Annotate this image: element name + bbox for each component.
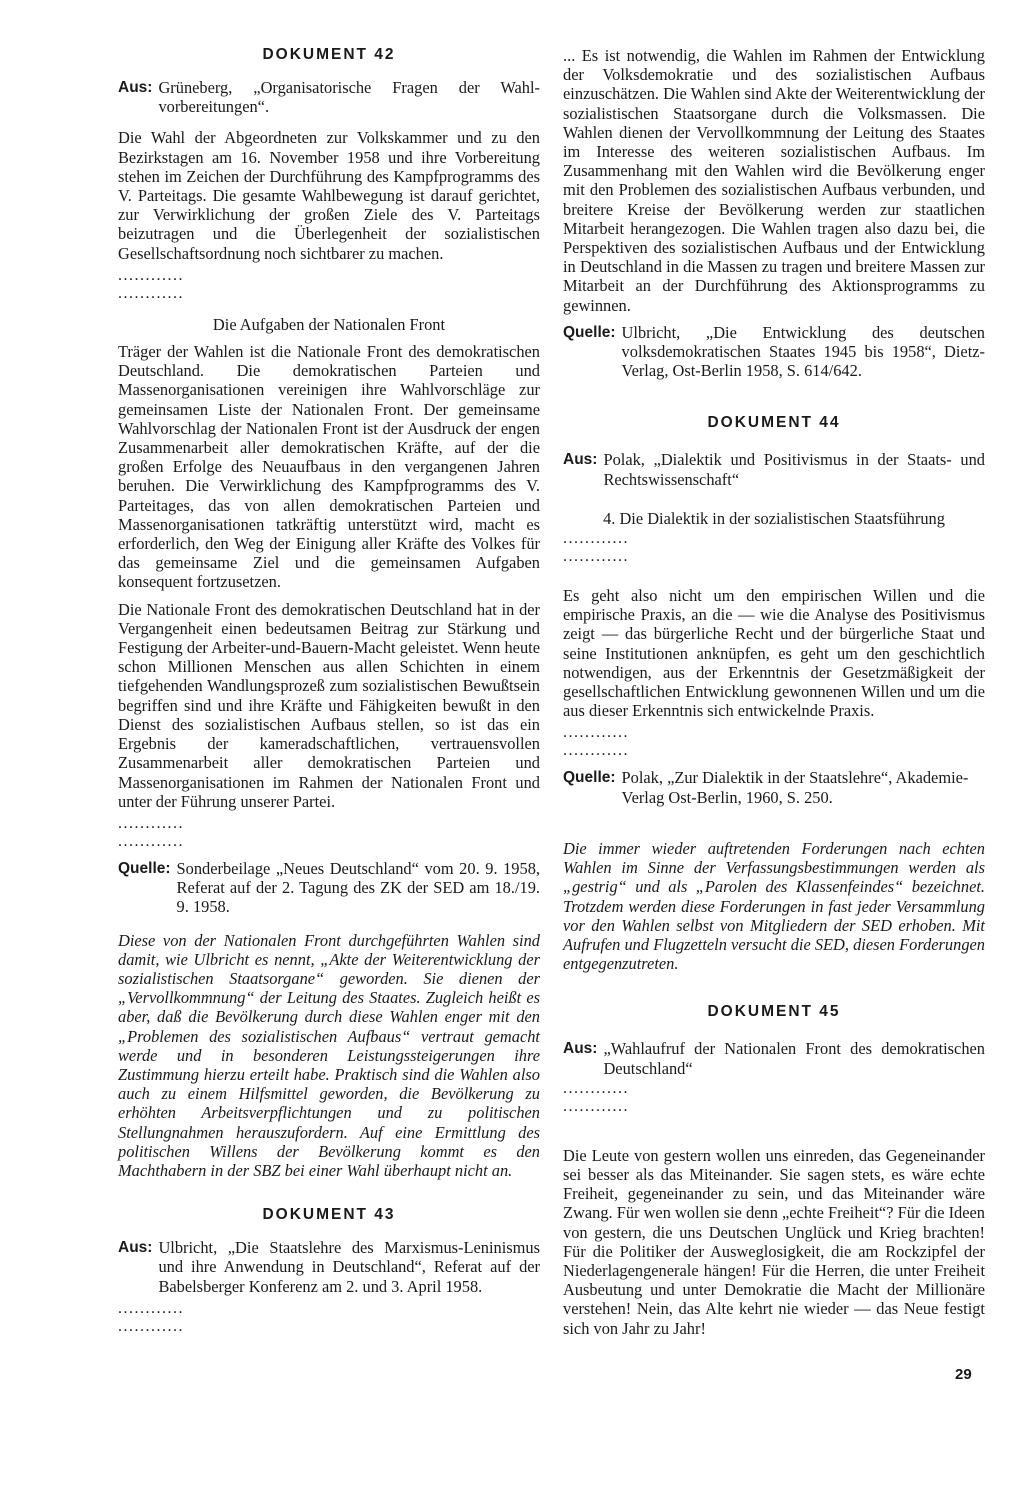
ellipsis-dots: ............ [563, 530, 629, 548]
ellipsis-dots: ............ [118, 1317, 184, 1335]
ellipsis-dots: ............ [563, 1079, 629, 1097]
aus-label: Aus: [563, 451, 598, 469]
page-number: 29 [955, 1366, 972, 1383]
paragraph: Die Wahl der Abgeordneten zur Volkskammer und zu den Bezirkstagen am 16. November 1958 und ihre Vorbereitung stehen im Zeichen der Durchführung des Kampfprogramms des V. Parteitags. Die gesamte Wahlbewegung ist darauf gerichtet, zur Verwirklichung der großen Ziele des V. Parteitags beizutragen und die Überlegenheit der sozialistischen Gesellschaftsordnung noch sichtbarer zu machen. [118, 128, 540, 263]
document-heading: DOKUMENT 44 [707, 414, 841, 432]
aus-line [118, 1238, 540, 1296]
aus-text: Polak, „Dialektik und Positivismus in der Staats- und Rechtswissenschaft“ [603, 450, 985, 489]
quelle-label: Quelle: [563, 769, 616, 787]
document-heading: DOKUMENT 43 [262, 1206, 396, 1224]
paragraph: Die Nationale Front des demokratischen Deutschland hat in der Vergangenheit einen bedeutsamen Beitrag zur Stärkung und Festigung der Arbeiter-und-Bauern-Macht geleistet. Wenn heute schon Millionen Menschen aus allen Schichten in einem tiefgehenden Wandlungsprozeß zum sozialistischen Bewußtsein begriffen sind und ihre Kräfte und Fähigkeiten bewußt in den Dienst des sozialistischen Aufbaus stellen, so ist das ein Ergebnis der kameradschaftlichen, vertrauensvollen Zusammenarbeit aller demokratischen Parteien und Massenorganisationen im Rahmen der Nationalen Front und unter der Führung unserer Partei. [118, 599, 540, 811]
quelle-label: Quelle: [563, 323, 616, 341]
commentary: Diese von der Nationalen Front durchgeführten Wahlen sind damit, wie Ulbricht es nennt, „Akte der Weiterentwicklung der sozialistischen Staatsorgane“ geworden. Sie dienen der „Vervollkommnung“ der Leitung des Staates. Zugleich heißt es aber, daß die Bevölkerung durch diese Wahlen enger mit den „Problemen des sozialistischen Aufbaus“ vertraut gemacht werde und in besonderen Leistungssteigerungen ihre Zustimmung hierzu erteilt habe. Praktisch sind die Wahlen also auch zu einem Hilfsmittel geworden, die Bevölkerung zu erhöhten Arbeitsverpflichtungen und zu politischen Stellungnahmen herauszufordern. Auf eine Ermittlung des politischen Willens der Bevölkerung kommt es den Machthabern in der SBZ bei einer Wahl überhaupt nicht an. [118, 930, 540, 1180]
aus-label: Aus: [118, 1239, 153, 1257]
left-column [118, 46, 540, 1336]
aus-label: Aus: [563, 1040, 598, 1058]
document-heading: DOKUMENT 42 [262, 46, 396, 63]
subheading: Die Aufgaben der Nationalen Front [212, 314, 446, 334]
paragraph: Die Leute von gestern wollen uns einreden, das Gegeneinander sei besser als das Miteinander. Sie sagen stets, es wäre echte Freiheit, gegeneinander zu sein, und das Miteinander wäre Zwang. Für wen wollen sie denn „echte Freiheit“? Für die Ideen von gestern, die uns Deutschen Unglück und Krieg brachten! Für die Politiker der Ausweglosigkeit, die am Rockzipfel der Niederlagengenerale hängen! Für die Herren, die unter Freiheit Ausbeutung und unter Demokratie die Macht der Millionäre verstehen! Nein, das Alte kehrt nie wieder — das Neue festigt sich von Jahr zu Jahr! [563, 1145, 985, 1338]
quelle-text: Sonderbeilage „Neues Deutschland“ vom 20. 9. 1958, Referat auf der 2. Tagung des ZK der SED am 18./19. 9. 1958. [176, 858, 540, 917]
ellipsis-dots: ............ [563, 724, 629, 742]
paragraph: Träger der Wahlen ist die Nationale Front des demokratischen Deutschland. Die demokratischen Parteien und Massenorganisationen vereinigen ihre Wahlvorschläge zur gemeinsamen Liste der Nationalen Front. Der gemeinsame Wahlvorschlag der Nationalen Front ist der Ausdruck der engen Zusammenarbeit aller demokratischen Kräfte, auf der die großen Erfolge des Neuaufbaus in den vergangenen Jahren beruhen. Die Verwirklichung des Kampfprogramms des V. Parteitages, das von allen demokratischen Parteien und Massenorganisationen tatkräftig unterstützt wird, macht es erforderlich, den Weg der Einigung aller Kräfte des Volkes für das gemeinsame Ziel und die gemeinsamen Aufgaben konsequent fortzusetzen. [118, 342, 540, 592]
quelle-line [563, 768, 985, 806]
ellipsis-dots: ............ [118, 832, 184, 850]
paragraph: ... Es ist notwendig, die Wahlen im Rahmen der Entwicklung der Volksdemokratie und des sozialistischen Aufbaus einzuschätzen. Die Wahlen sind Akte der Weiterentwicklung der sozialistischen Staatsorgane durch die Volksmassen. Die Wahlen dienen der Vervollkommnung der Leitung des Staates im Interesse des weiteren sozialistischen Aufbaus. Im Zusammenhang mit den Wahlen wird die Bevölkerung enger mit den Problemen des sozialistischen Aufbaus verbunden, und breitere Kreise der Bevölkerung werden zur staatlichen Mitarbeit herangezogen. Die Wahlen tragen also dazu bei, die Perspektiven des sozialistischen Aufbaus und der Entwicklung in Deutschland in die Massen zu tragen und breitere Massen zur Mitarbeit an der Durchführung des Aktionsprogramms zu gewinnen. [563, 46, 985, 315]
aus-text: Grüneberg, „Organisatorische Fragen der Wahl-vorbereitungen“. [158, 78, 540, 117]
document-heading: DOKUMENT 45 [707, 1003, 841, 1021]
aus-line [118, 78, 540, 116]
aus-text: Ulbricht, „Die Staatslehre des Marxismus-Leninismus und ihre Anwendung in Deutschland“, Referat auf der Babelsberger Konferenz am 2. und 3. April 1958. [158, 1238, 540, 1296]
ellipsis-dots: ............ [563, 1097, 629, 1115]
ellipsis-dots: ............ [118, 814, 184, 832]
quelle-text: Polak, „Zur Dialektik in der Staatslehre“, Akademie-Verlag Ost-Berlin, 1960, S. 250. [621, 768, 969, 807]
aus-label: Aus: [118, 79, 153, 96]
aus-text: „Wahlaufruf der Nationalen Front des demokratischen Deutschland“ [603, 1039, 985, 1078]
quelle-line [118, 859, 540, 917]
quelle-label: Quelle: [118, 859, 171, 877]
ellipsis-dots: ............ [563, 548, 629, 566]
ellipsis-dots: ............ [118, 284, 184, 302]
commentary: Die immer wieder auftretenden Forderungen nach echten Wahlen im Sinne der Verfassungsbestimmungen werden als „gestrig“ und als „Parolen des Klassenfeindes“ bezeichnet. Trotzdem werden diese Forderungen in fast jeder Versammlung vor den Wahlen selbst von Mitgliedern der SED erhoben. Mit Aufrufen und Flugzetteln versucht die SED, diesen Forderungen entgegenzutreten. [563, 838, 985, 974]
paragraph: Es geht also nicht um den empirischen Willen und die empirische Praxis, an die — wie die Analyse des Positivismus zeigt — das bürgerliche Recht und der bürgerliche Staat und seine Institutionen anknüpfen, es geht um den geschichtlich notwendigen, aus der Erkenntnis der Gesetzmäßigkeit der gesellschaftlichen Entwicklung gewonnenen Willen und um die aus dieser Erkenntnis sich entwickelnde Praxis. [563, 586, 985, 721]
subheading: 4. Die Dialektik in der sozialistischen Staatsführung [603, 508, 945, 528]
ellipsis-dots: ............ [563, 742, 629, 760]
ellipsis-dots: ............ [118, 266, 184, 284]
aus-line [563, 1039, 985, 1077]
aus-line [563, 450, 985, 488]
ellipsis-dots: ............ [118, 1299, 184, 1317]
quelle-line [563, 323, 985, 381]
right-column [563, 46, 985, 1338]
quelle-text: Ulbricht, „Die Entwicklung des deutschen volksdemokratischen Staates 1945 bis 1958“, Dietz-Verlag, Ost-Berlin 1958, S. 614/642. [621, 322, 985, 381]
